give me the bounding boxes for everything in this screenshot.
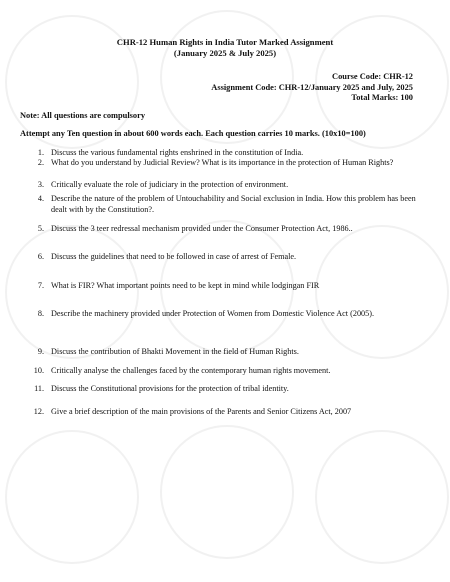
question-text: Critically evaluate the role of judiciary in the protection of environment. <box>51 180 289 189</box>
question-item <box>37 309 422 320</box>
question-number: 10. <box>33 366 44 375</box>
question-text: Critically analyse the challenges faced by the contemporary human rights movement. <box>51 366 331 375</box>
question-text: What do you understand by Judicial Review? What is its importance in the protection of Human Rights? <box>51 158 394 167</box>
question-text: Discuss the contribution of Bhakti Movement in the field of Human Rights. <box>51 347 299 356</box>
instruction-text: Attempt any Ten question in about 600 words each. Each question carries 10 marks. (10x10=100) <box>20 129 366 138</box>
question-item <box>37 148 422 159</box>
question-item <box>37 194 422 215</box>
question-number: 1. <box>37 148 44 157</box>
document-session: (January 2025 & July 2025) <box>173 48 277 58</box>
question-text: What is FIR? What important points need to be kept in mind while lodgingan FIR <box>51 281 320 290</box>
question-number: 5. <box>37 224 44 233</box>
question-text: Discuss the Constitutional provisions for the protection of tribal identity. <box>51 384 289 393</box>
question-item <box>37 224 422 235</box>
question-text: Describe the machinery provided under Protection of Women from Domestic Violence Act (2005). <box>51 309 374 318</box>
question-item <box>37 158 422 169</box>
document-title: CHR-12 Human Rights in India Tutor Marked Assignment <box>116 37 334 47</box>
question-item <box>37 281 422 292</box>
question-item <box>33 366 422 377</box>
question-number: 6. <box>37 252 44 261</box>
assignment-code: Assignment Code: CHR-12/January 2025 and July, 2025 <box>211 82 413 92</box>
question-number: 11. <box>34 384 44 393</box>
question-number: 2. <box>37 158 44 167</box>
question-item <box>37 180 422 191</box>
question-item <box>33 407 422 418</box>
course-meta <box>211 72 413 104</box>
question-number: 12. <box>33 407 44 416</box>
question-number: 8. <box>37 309 44 318</box>
question-text: Discuss the 3 teer redressal mechanism provided under the Consumer Protection Act, 1986.. <box>51 224 353 233</box>
course-code: Course Code: CHR-12 <box>332 72 413 81</box>
question-number: 9. <box>37 347 44 356</box>
question-item <box>37 347 422 358</box>
question-item <box>37 252 422 263</box>
question-text: Describe the nature of the problem of Untouchability and Social exclusion in India. How this problem has been dealt with by the Constitution?. <box>51 194 416 214</box>
question-text: Discuss the guidelines that need to be followed in case of arrest of Female. <box>51 252 297 261</box>
total-marks: Total Marks: 100 <box>351 93 413 102</box>
question-number: 3. <box>37 180 44 189</box>
question-number: 7. <box>37 281 44 290</box>
note-text: Note: All questions are compulsory <box>20 111 146 120</box>
question-text: Discuss the various fundamental rights enshrined in the constitution of India. <box>51 148 304 157</box>
document-header <box>0 37 450 59</box>
question-text: Give a brief description of the main provisions of the Parents and Senior Citizens Act, 2007 <box>51 407 352 416</box>
question-item <box>34 384 422 395</box>
question-number: 4. <box>37 194 44 203</box>
